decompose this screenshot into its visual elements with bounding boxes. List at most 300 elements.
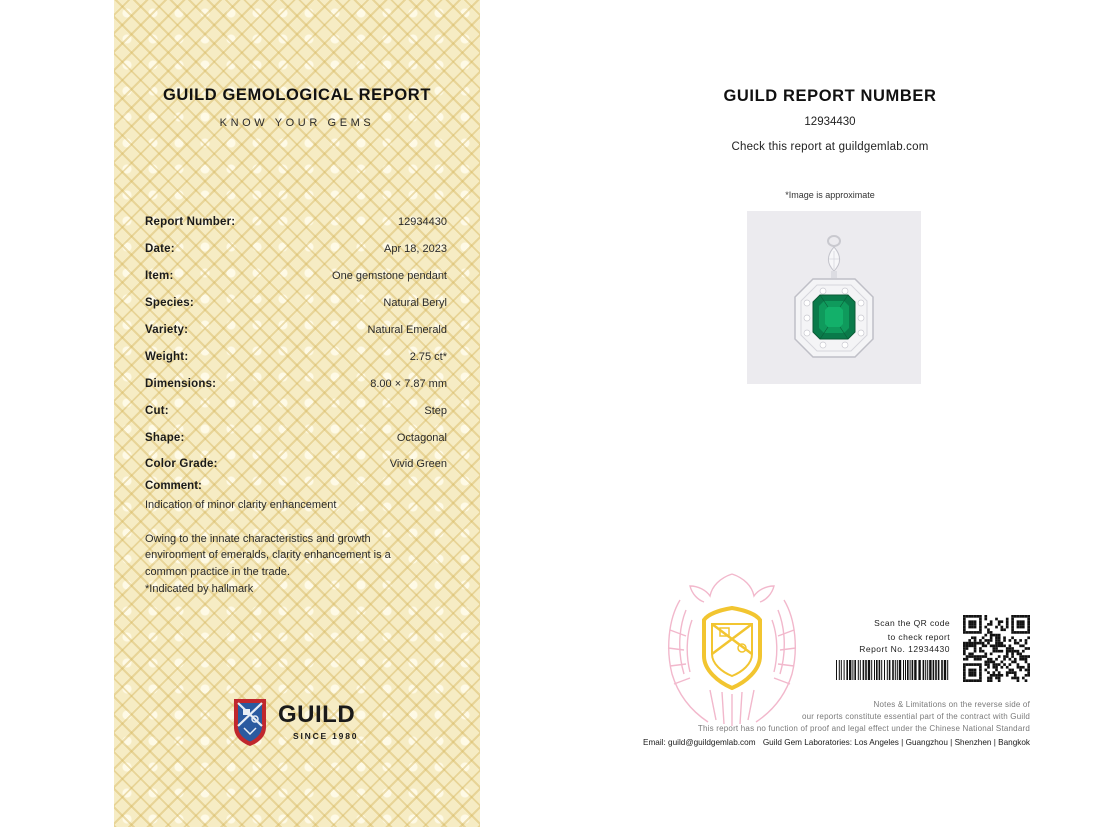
qr-module [995, 634, 998, 637]
qr-module [1003, 658, 1006, 661]
qr-module [963, 623, 966, 626]
field-value: One gemstone pendant [332, 270, 447, 283]
barcode-bar [929, 660, 931, 680]
field-species [145, 290, 447, 317]
barcode-bar [947, 660, 948, 680]
qr-module [966, 655, 969, 658]
report-panel [114, 0, 480, 827]
qr-module [966, 642, 969, 645]
qr-module [963, 642, 966, 645]
qr-module [1006, 674, 1009, 677]
qr-module [963, 669, 966, 672]
qr-module [1006, 671, 1009, 674]
qr-module [1009, 671, 1012, 674]
qr-module [1027, 647, 1030, 650]
field-label: Weight: [145, 350, 189, 363]
qr-module [1025, 658, 1028, 661]
qr-module [984, 618, 987, 621]
qr-module [987, 661, 990, 664]
qr-module [1025, 615, 1028, 618]
qr-module [1019, 623, 1022, 626]
qr-module [971, 669, 974, 672]
comment-note-line: *Indicated by hallmark [145, 582, 254, 595]
qr-module [968, 671, 971, 674]
qr-module [963, 677, 966, 680]
qr-module [1017, 653, 1020, 656]
qr-module [971, 674, 974, 677]
qr-module [1027, 615, 1030, 618]
qr-module [963, 674, 966, 677]
barcode-bar [844, 660, 845, 680]
qr-module [974, 671, 977, 674]
qr-code-icon[interactable] [963, 615, 1030, 682]
qr-module [992, 663, 995, 666]
footer-labs: Guild Gem Laboratories: Los Angeles | Guangzhou | Shenzhen | Bangkok [762, 738, 1030, 747]
qr-module [971, 615, 974, 618]
legal-line: This report has no function of proof and legal effect under the Chinese National Standard [697, 724, 1030, 733]
qr-module [1014, 639, 1017, 642]
qr-module [1009, 639, 1012, 642]
qr-caption [820, 617, 950, 644]
qr-module [966, 679, 969, 682]
qr-module [963, 647, 966, 650]
qr-module [982, 650, 985, 653]
comment-label: Comment: [145, 480, 202, 492]
qr-module [974, 620, 977, 623]
qr-module [992, 634, 995, 637]
qr-module [1025, 669, 1028, 672]
field-label: Species: [145, 297, 194, 310]
qr-module [966, 615, 969, 618]
qr-module [987, 658, 990, 661]
qr-module [984, 644, 987, 647]
qr-module [971, 671, 974, 674]
qr-module [1022, 650, 1025, 653]
qr-module [963, 663, 966, 666]
qr-module [974, 639, 977, 642]
field-label: Cut: [145, 404, 169, 417]
qr-module [976, 615, 979, 618]
qr-module [990, 677, 993, 680]
qr-module [1027, 623, 1030, 626]
qr-module [968, 655, 971, 658]
qr-module [992, 650, 995, 653]
field-date [145, 236, 447, 263]
barcode-bar [868, 660, 870, 680]
legal-notes [560, 699, 1030, 735]
qr-module [1019, 639, 1022, 642]
qr-module [1027, 674, 1030, 677]
qr-module [1011, 677, 1014, 680]
qr-module [990, 631, 993, 634]
qr-module [976, 663, 979, 666]
qr-module [984, 663, 987, 666]
qr-module [963, 620, 966, 623]
qr-module [974, 631, 977, 634]
field-value: Step [424, 404, 447, 417]
qr-module [1011, 655, 1014, 658]
qr-module [979, 628, 982, 631]
qr-module [998, 634, 1001, 637]
qr-module [1009, 658, 1012, 661]
qr-module [998, 674, 1001, 677]
barcode-bar [849, 660, 851, 680]
qr-module [982, 636, 985, 639]
qr-module [979, 658, 982, 661]
qr-module [990, 658, 993, 661]
qr-module [968, 623, 971, 626]
barcode-bar [927, 660, 928, 680]
qr-module [1022, 615, 1025, 618]
qr-module [984, 634, 987, 637]
qr-module [984, 669, 987, 672]
qr-module [1019, 631, 1022, 634]
check-report-link[interactable]: Check this report at guildgemlab.com [731, 141, 929, 153]
field-cut [145, 397, 447, 424]
qr-module [984, 626, 987, 629]
barcode-bar [923, 660, 925, 680]
qr-module [982, 644, 985, 647]
qr-module [995, 663, 998, 666]
field-dimensions [145, 370, 447, 397]
qr-module [1027, 631, 1030, 634]
qr-module [998, 663, 1001, 666]
qr-module [974, 642, 977, 645]
qr-module [966, 644, 969, 647]
qr-module [1011, 631, 1014, 634]
qr-module [992, 647, 995, 650]
qr-module [1003, 663, 1006, 666]
qr-module [1014, 658, 1017, 661]
qr-module [1006, 655, 1009, 658]
barcode-bar [895, 660, 896, 680]
qr-module [998, 639, 1001, 642]
qr-module [998, 650, 1001, 653]
qr-module [971, 663, 974, 666]
qr-module [1006, 626, 1009, 629]
qr-module [998, 642, 1001, 645]
qr-module [1022, 655, 1025, 658]
qr-module [1017, 615, 1020, 618]
field-label: Date: [145, 243, 175, 256]
qr-module [990, 623, 993, 626]
barcode-bar [933, 660, 935, 680]
qr-module [995, 644, 998, 647]
qr-module [1014, 642, 1017, 645]
qr-module [1025, 647, 1028, 650]
qr-module [1011, 626, 1014, 629]
qr-module [963, 644, 966, 647]
qr-module [1003, 655, 1006, 658]
qr-module [995, 677, 998, 680]
qr-module [998, 677, 1001, 680]
qr-module [971, 620, 974, 623]
qr-module [1011, 615, 1014, 618]
field-variety [145, 317, 447, 344]
qr-module [968, 642, 971, 645]
field-label: Dimensions: [145, 377, 217, 390]
barcode-bar [884, 660, 885, 680]
qr-module [984, 661, 987, 664]
barcode-bar [914, 660, 916, 680]
qr-caption-line: Scan the QR code [874, 618, 950, 628]
qr-module [995, 666, 998, 669]
qr-module [979, 618, 982, 621]
qr-module [974, 663, 977, 666]
qr-module [1011, 653, 1014, 656]
qr-module [963, 626, 966, 629]
qr-module [1011, 671, 1014, 674]
qr-module [966, 663, 969, 666]
guild-brand [232, 697, 358, 747]
qr-module [963, 618, 966, 621]
qr-module [1022, 623, 1025, 626]
qr-module [968, 626, 971, 629]
qr-module [995, 626, 998, 629]
qr-module [1001, 661, 1004, 664]
qr-module [1014, 671, 1017, 674]
barcode-bar [889, 660, 891, 680]
qr-module [990, 653, 993, 656]
qr-module [979, 623, 982, 626]
qr-module [979, 642, 982, 645]
qr-module [995, 674, 998, 677]
qr-module [1022, 658, 1025, 661]
qr-module [971, 679, 974, 682]
qr-module [998, 655, 1001, 658]
qr-module [1011, 650, 1014, 653]
qr-module [979, 677, 982, 680]
field-label: Shape: [145, 431, 185, 444]
qr-module [1009, 644, 1012, 647]
barcode-bar [836, 660, 837, 680]
qr-module [1006, 620, 1009, 623]
qr-module [974, 658, 977, 661]
qr-module [1022, 666, 1025, 669]
barcode-bar [897, 660, 898, 680]
qr-module [976, 642, 979, 645]
qr-module [971, 655, 974, 658]
qr-module [979, 620, 982, 623]
comment-note-line: Owing to the innate characteristics and growth [145, 532, 371, 545]
qr-module [984, 639, 987, 642]
qr-module [966, 658, 969, 661]
qr-module [971, 642, 974, 645]
qr-module [1025, 674, 1028, 677]
qr-module [1009, 650, 1012, 653]
field-label: Item: [145, 270, 174, 283]
qr-module [1006, 623, 1009, 626]
qr-module [1017, 631, 1020, 634]
qr-module [979, 666, 982, 669]
barcode-bar [938, 660, 940, 680]
qr-module [1017, 620, 1020, 623]
qr-module [976, 655, 979, 658]
qr-module [1009, 663, 1012, 666]
qr-module [995, 642, 998, 645]
qr-module [1017, 623, 1020, 626]
qr-module [963, 671, 966, 674]
footer-email[interactable]: Email: guild@guildgemlab.com [643, 738, 756, 747]
qr-module [1017, 677, 1020, 680]
qr-module [990, 661, 993, 664]
qr-module [1027, 669, 1030, 672]
qr-module [976, 631, 979, 634]
barcode-icon [836, 660, 950, 680]
qr-module [979, 615, 982, 618]
barcode-bar [858, 660, 859, 680]
field-value: Natural Emerald [367, 324, 447, 336]
qr-module [968, 669, 971, 672]
field-shape [145, 424, 447, 451]
qr-module [995, 647, 998, 650]
qr-module [1001, 644, 1004, 647]
qr-module [1014, 615, 1017, 618]
qr-module [1019, 653, 1022, 656]
qr-module [979, 631, 982, 634]
qr-module [974, 644, 977, 647]
qr-module [966, 647, 969, 650]
qr-module [1014, 631, 1017, 634]
qr-module [990, 679, 993, 682]
comment-text: Indication of minor clarity enhancement [145, 498, 337, 511]
qr-module [1019, 666, 1022, 669]
qr-module [979, 679, 982, 682]
barcode-bar [892, 660, 894, 680]
qr-module [1019, 644, 1022, 647]
legal-line: our reports constitute essential part of the contract with Guild [801, 712, 1030, 721]
field-value: Vivid Green [389, 458, 447, 471]
qr-module [971, 631, 974, 634]
qr-module [1011, 669, 1014, 672]
qr-caption-line: to check report [887, 631, 950, 642]
qr-module [963, 628, 966, 631]
qr-module [1025, 639, 1028, 642]
qr-module [1001, 628, 1004, 631]
qr-module [1014, 674, 1017, 677]
qr-module [1022, 644, 1025, 647]
qr-module [1001, 620, 1004, 623]
qr-module [974, 679, 977, 682]
qr-module [1019, 655, 1022, 658]
barcode-bar [944, 660, 946, 680]
field-label: Report Number: [145, 216, 236, 229]
qr-module [1009, 647, 1012, 650]
qr-module [971, 653, 974, 656]
report-number-title: GUILD REPORT NUMBER [723, 87, 937, 105]
qr-module [1025, 679, 1028, 682]
field-value: Octagonal [396, 431, 447, 444]
qr-module [990, 636, 993, 639]
qr-module [1001, 666, 1004, 669]
qr-module [992, 666, 995, 669]
field-value: Natural Beryl [383, 297, 447, 310]
qr-module [990, 674, 993, 677]
qr-module [998, 679, 1001, 682]
image-note: *Image is approximate [785, 190, 875, 200]
qr-module [987, 642, 990, 645]
qr-module [963, 615, 966, 618]
barcode-bar [899, 660, 901, 680]
qr-module [1006, 653, 1009, 656]
field-value: 12934430 [398, 216, 447, 229]
qr-module [1001, 626, 1004, 629]
qr-module [995, 639, 998, 642]
qr-module [1003, 639, 1006, 642]
qr-module [974, 626, 977, 629]
barcode-bar [912, 660, 914, 680]
qr-module [974, 655, 977, 658]
qr-module [1025, 661, 1028, 664]
qr-module [968, 679, 971, 682]
qr-module [1022, 677, 1025, 680]
qr-module [1019, 658, 1022, 661]
qr-module [987, 623, 990, 626]
qr-module [1006, 647, 1009, 650]
gem-photo [747, 211, 921, 384]
brand-name: GUILD [278, 701, 356, 728]
qr-module [1022, 631, 1025, 634]
qr-module [979, 671, 982, 674]
barcode-bar [865, 660, 867, 680]
barcode-bar [907, 660, 909, 680]
brand-since: SINCE 1980 [293, 731, 359, 741]
field-color-grade [145, 451, 447, 478]
comment-note-line: common practice in the trade. [145, 566, 290, 579]
qr-module [1019, 615, 1022, 618]
qr-module [968, 674, 971, 677]
barcode-bar [905, 660, 906, 680]
qr-module [1022, 626, 1025, 629]
field-value: 8.00 × 7.87 mm [370, 377, 447, 390]
qr-module [968, 644, 971, 647]
qr-module [979, 663, 982, 666]
qr-module [974, 650, 977, 653]
qr-module [1027, 666, 1030, 669]
qr-module [1011, 623, 1014, 626]
qr-module [1017, 679, 1020, 682]
barcode-bar [881, 660, 882, 680]
qr-module [968, 615, 971, 618]
barcode-bar [860, 660, 861, 680]
qr-module [1014, 677, 1017, 680]
qr-module [987, 628, 990, 631]
barcode-bar [903, 660, 904, 680]
qr-report-number: Report No. 12934430 [859, 644, 950, 654]
qr-module [1027, 618, 1030, 621]
qr-module [963, 650, 966, 653]
qr-module [974, 669, 977, 672]
qr-module [968, 639, 971, 642]
qr-module [1006, 650, 1009, 653]
qr-module [963, 653, 966, 656]
qr-module [998, 623, 1001, 626]
qr-module [990, 634, 993, 637]
qr-module [995, 669, 998, 672]
qr-module [1017, 666, 1020, 669]
qr-module [1017, 663, 1020, 666]
qr-module [990, 620, 993, 623]
qr-module [974, 636, 977, 639]
qr-module [976, 658, 979, 661]
qr-module [1017, 642, 1020, 645]
barcode-bar [925, 660, 926, 680]
qr-module [987, 639, 990, 642]
field-weight [145, 343, 447, 370]
field-report-number [145, 209, 447, 236]
comment-block [145, 478, 447, 598]
qr-module [1019, 620, 1022, 623]
